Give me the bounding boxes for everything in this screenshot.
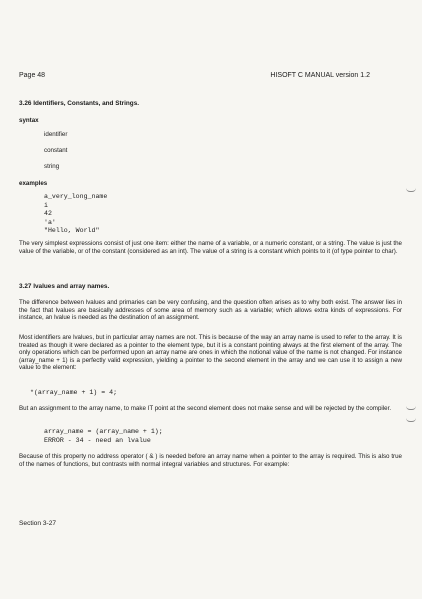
margin-mark (406, 188, 416, 192)
paragraph-address-operator: Because of this property no address operator ( & ) is needed before an array name when a pointer to the array is required. This is also true of the names of functions, but contrasts with normal integral variables and structures. For example: (19, 453, 402, 468)
syntax-item-string: string (44, 163, 60, 170)
example-line: 42 (44, 210, 52, 218)
paragraph-array-assignment: But an assignment to the array name, to make IT point at the second element does not make sense and will be rejected by the compiler. (19, 405, 392, 412)
syntax-label: syntax (19, 117, 39, 124)
code-assign-element: *(array_name + 1) = 4; (30, 389, 118, 396)
syntax-item-constant: constant (44, 147, 68, 154)
code-error-example (44, 428, 163, 445)
code-line: ERROR - 34 - need an lvalue (44, 436, 151, 444)
example-line: i (44, 201, 48, 209)
syntax-item-identifier: identifier (44, 131, 68, 138)
section-footer: Section 3-27 (19, 520, 57, 527)
margin-mark (406, 406, 416, 410)
page-number: Page 48 (19, 72, 46, 79)
example-line: a_very_long_name (44, 193, 108, 200)
manual-title: HISOFT C MANUAL version 1.2 (270, 72, 370, 79)
examples-label: examples (19, 180, 48, 187)
margin-mark (406, 418, 416, 422)
section-heading-3-27: 3.27 lvalues and array names. (19, 283, 110, 290)
paragraph-array-names: Most identifiers are lvalues, but in particular array names are not. This is because of the way an array name is used to refer to the array. It is treated as though it were declared as a pointer to the element type, but it is a constant pointing always at the first element of the array. The only operations which can be performed upon an array name are ones in which the notional value of the name is not changed. For instance (array_name + 1) is a perfectly valid expression, yielding a pointer to the second element in the array and we can use it to assign a new value to the element: (19, 334, 402, 372)
paragraph-lvalues-difference: The difference between lvalues and primaries can be very confusing, and the question often arises as to why both exist. The answer lies in the fact that lvalues are basically addresses of some area of memory such as a variable; which allows extra kinds of expressions. For instance, an lvalue is needed as the destination of an assignment. (19, 299, 402, 322)
example-line: "Hello, World" (44, 227, 100, 235)
paragraph-simplest-expressions: The very simplest expressions consist of just one item: either the name of a variable, or a numeric constant, or a string. The value is just the value of the variable, or of the constant (considered as an int). The value of a string is a constant which points to it (of type pointer to char). (19, 240, 402, 255)
section-heading-3-26: 3.26 Identifiers, Constants, and Strings. (19, 100, 140, 107)
examples-code-block (44, 193, 107, 236)
example-line: 'a' (44, 218, 56, 226)
code-line: array_name = (array_name + 1); (44, 428, 163, 435)
